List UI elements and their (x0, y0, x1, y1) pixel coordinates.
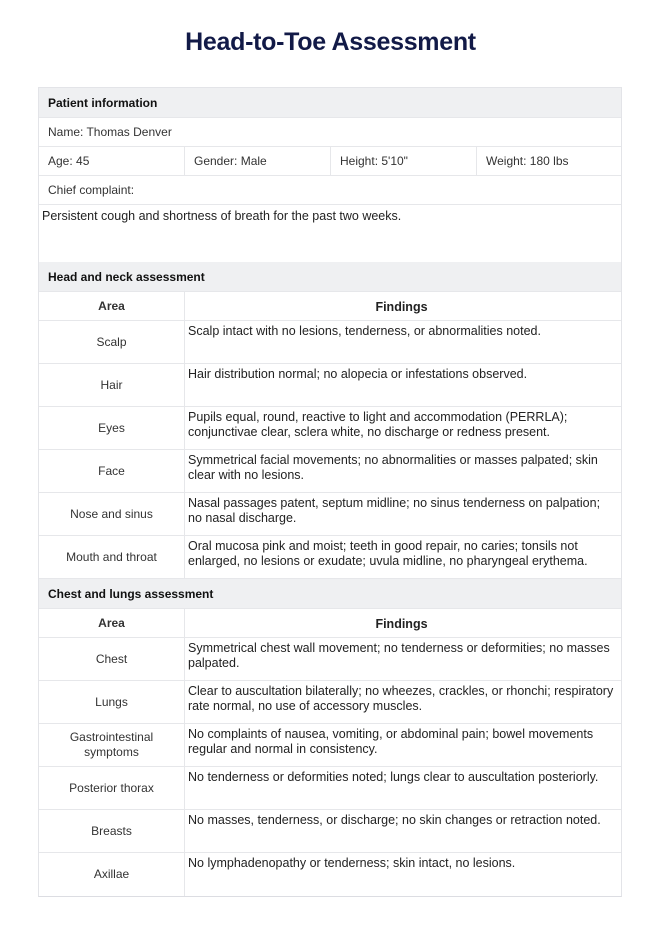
age-field[interactable]: Age: 45 (39, 147, 185, 175)
height-field[interactable]: Height: 5'10" (331, 147, 477, 175)
patient-name-row (39, 118, 621, 147)
section-header-chest-lungs: Chest and lungs assessment (39, 579, 621, 609)
assessment-form (38, 87, 622, 897)
chief-complaint-field[interactable]: Persistent cough and shortness of breath for the past two weeks. (42, 209, 402, 223)
area-cell: Eyes (39, 407, 185, 449)
table-row (39, 364, 621, 407)
findings-cell[interactable]: Scalp intact with no lesions, tenderness, or abnormalities noted. (188, 324, 541, 338)
table-row (39, 853, 621, 896)
area-cell: Scalp (39, 321, 185, 363)
section-header-patient-info: Patient information (39, 88, 621, 118)
column-header-findings: Findings (375, 300, 428, 314)
findings-cell[interactable]: No tenderness or deformities noted; lungs clear to auscultation posteriorly. (188, 770, 599, 784)
area-cell: Mouth and throat (39, 536, 185, 578)
findings-cell[interactable]: Symmetrical chest wall movement; no tenderness or deformities; no masses palpated. (188, 641, 610, 670)
area-cell: Chest (39, 638, 185, 680)
table-row (39, 724, 621, 767)
area-cell: Hair (39, 364, 185, 406)
table-row (39, 493, 621, 536)
findings-cell[interactable]: Hair distribution normal; no alopecia or infestations observed. (188, 367, 528, 381)
section-header-head-neck: Head and neck assessment (39, 262, 621, 292)
page-title: Head-to-Toe Assessment (185, 28, 476, 56)
findings-cell[interactable]: Symmetrical facial movements; no abnormalities or masses palpated; skin clear with no lesions. (188, 453, 598, 482)
table-row (39, 407, 621, 450)
findings-cell[interactable]: Oral mucosa pink and moist; teeth in good repair, no caries; tonsils not enlarged, no lesions or exudate; uvula midline, no pharyngeal erythema. (188, 539, 588, 568)
chief-complaint-label: Chief complaint: (48, 183, 135, 197)
table-row (39, 638, 621, 681)
table-row (39, 681, 621, 724)
head-neck-column-headers (39, 292, 621, 321)
findings-cell[interactable]: No masses, tenderness, or discharge; no skin changes or retraction noted. (188, 813, 601, 827)
table-row (39, 810, 621, 853)
findings-cell[interactable]: Nasal passages patent, septum midline; no sinus tenderness on palpation; no nasal discharge. (188, 496, 601, 525)
findings-cell[interactable]: Pupils equal, round, reactive to light and accommodation (PERRLA); conjunctivae clear, sclera white, no discharge or redness present. (188, 410, 568, 439)
chest-lungs-column-headers (39, 609, 621, 638)
gender-field[interactable]: Gender: Male (185, 147, 331, 175)
area-cell: Nose and sinus (39, 493, 185, 535)
patient-vitals-row (39, 147, 621, 176)
table-row (39, 767, 621, 810)
chief-complaint-label-row (39, 176, 621, 205)
area-cell: Gastrointestinal symptoms (39, 724, 185, 766)
findings-cell[interactable]: Clear to auscultation bilaterally; no wheezes, crackles, or rhonchi; respiratory rate normal, no use of accessory muscles. (188, 684, 614, 713)
area-cell: Lungs (39, 681, 185, 723)
area-cell: Axillae (39, 853, 185, 896)
area-cell: Posterior thorax (39, 767, 185, 809)
area-cell: Breasts (39, 810, 185, 852)
table-row (39, 450, 621, 493)
column-header-area: Area (39, 292, 185, 320)
table-row (39, 321, 621, 364)
weight-field[interactable]: Weight: 180 lbs (486, 154, 569, 168)
area-cell: Face (39, 450, 185, 492)
column-header-findings: Findings (375, 617, 428, 631)
column-header-area: Area (39, 609, 185, 637)
findings-cell[interactable]: No complaints of nausea, vomiting, or abdominal pain; bowel movements regular and normal in consistency. (188, 727, 594, 756)
findings-cell[interactable]: No lymphadenopathy or tenderness; skin intact, no lesions. (188, 856, 516, 870)
table-row (39, 536, 621, 579)
patient-name-field[interactable]: Name: Thomas Denver (48, 125, 172, 139)
